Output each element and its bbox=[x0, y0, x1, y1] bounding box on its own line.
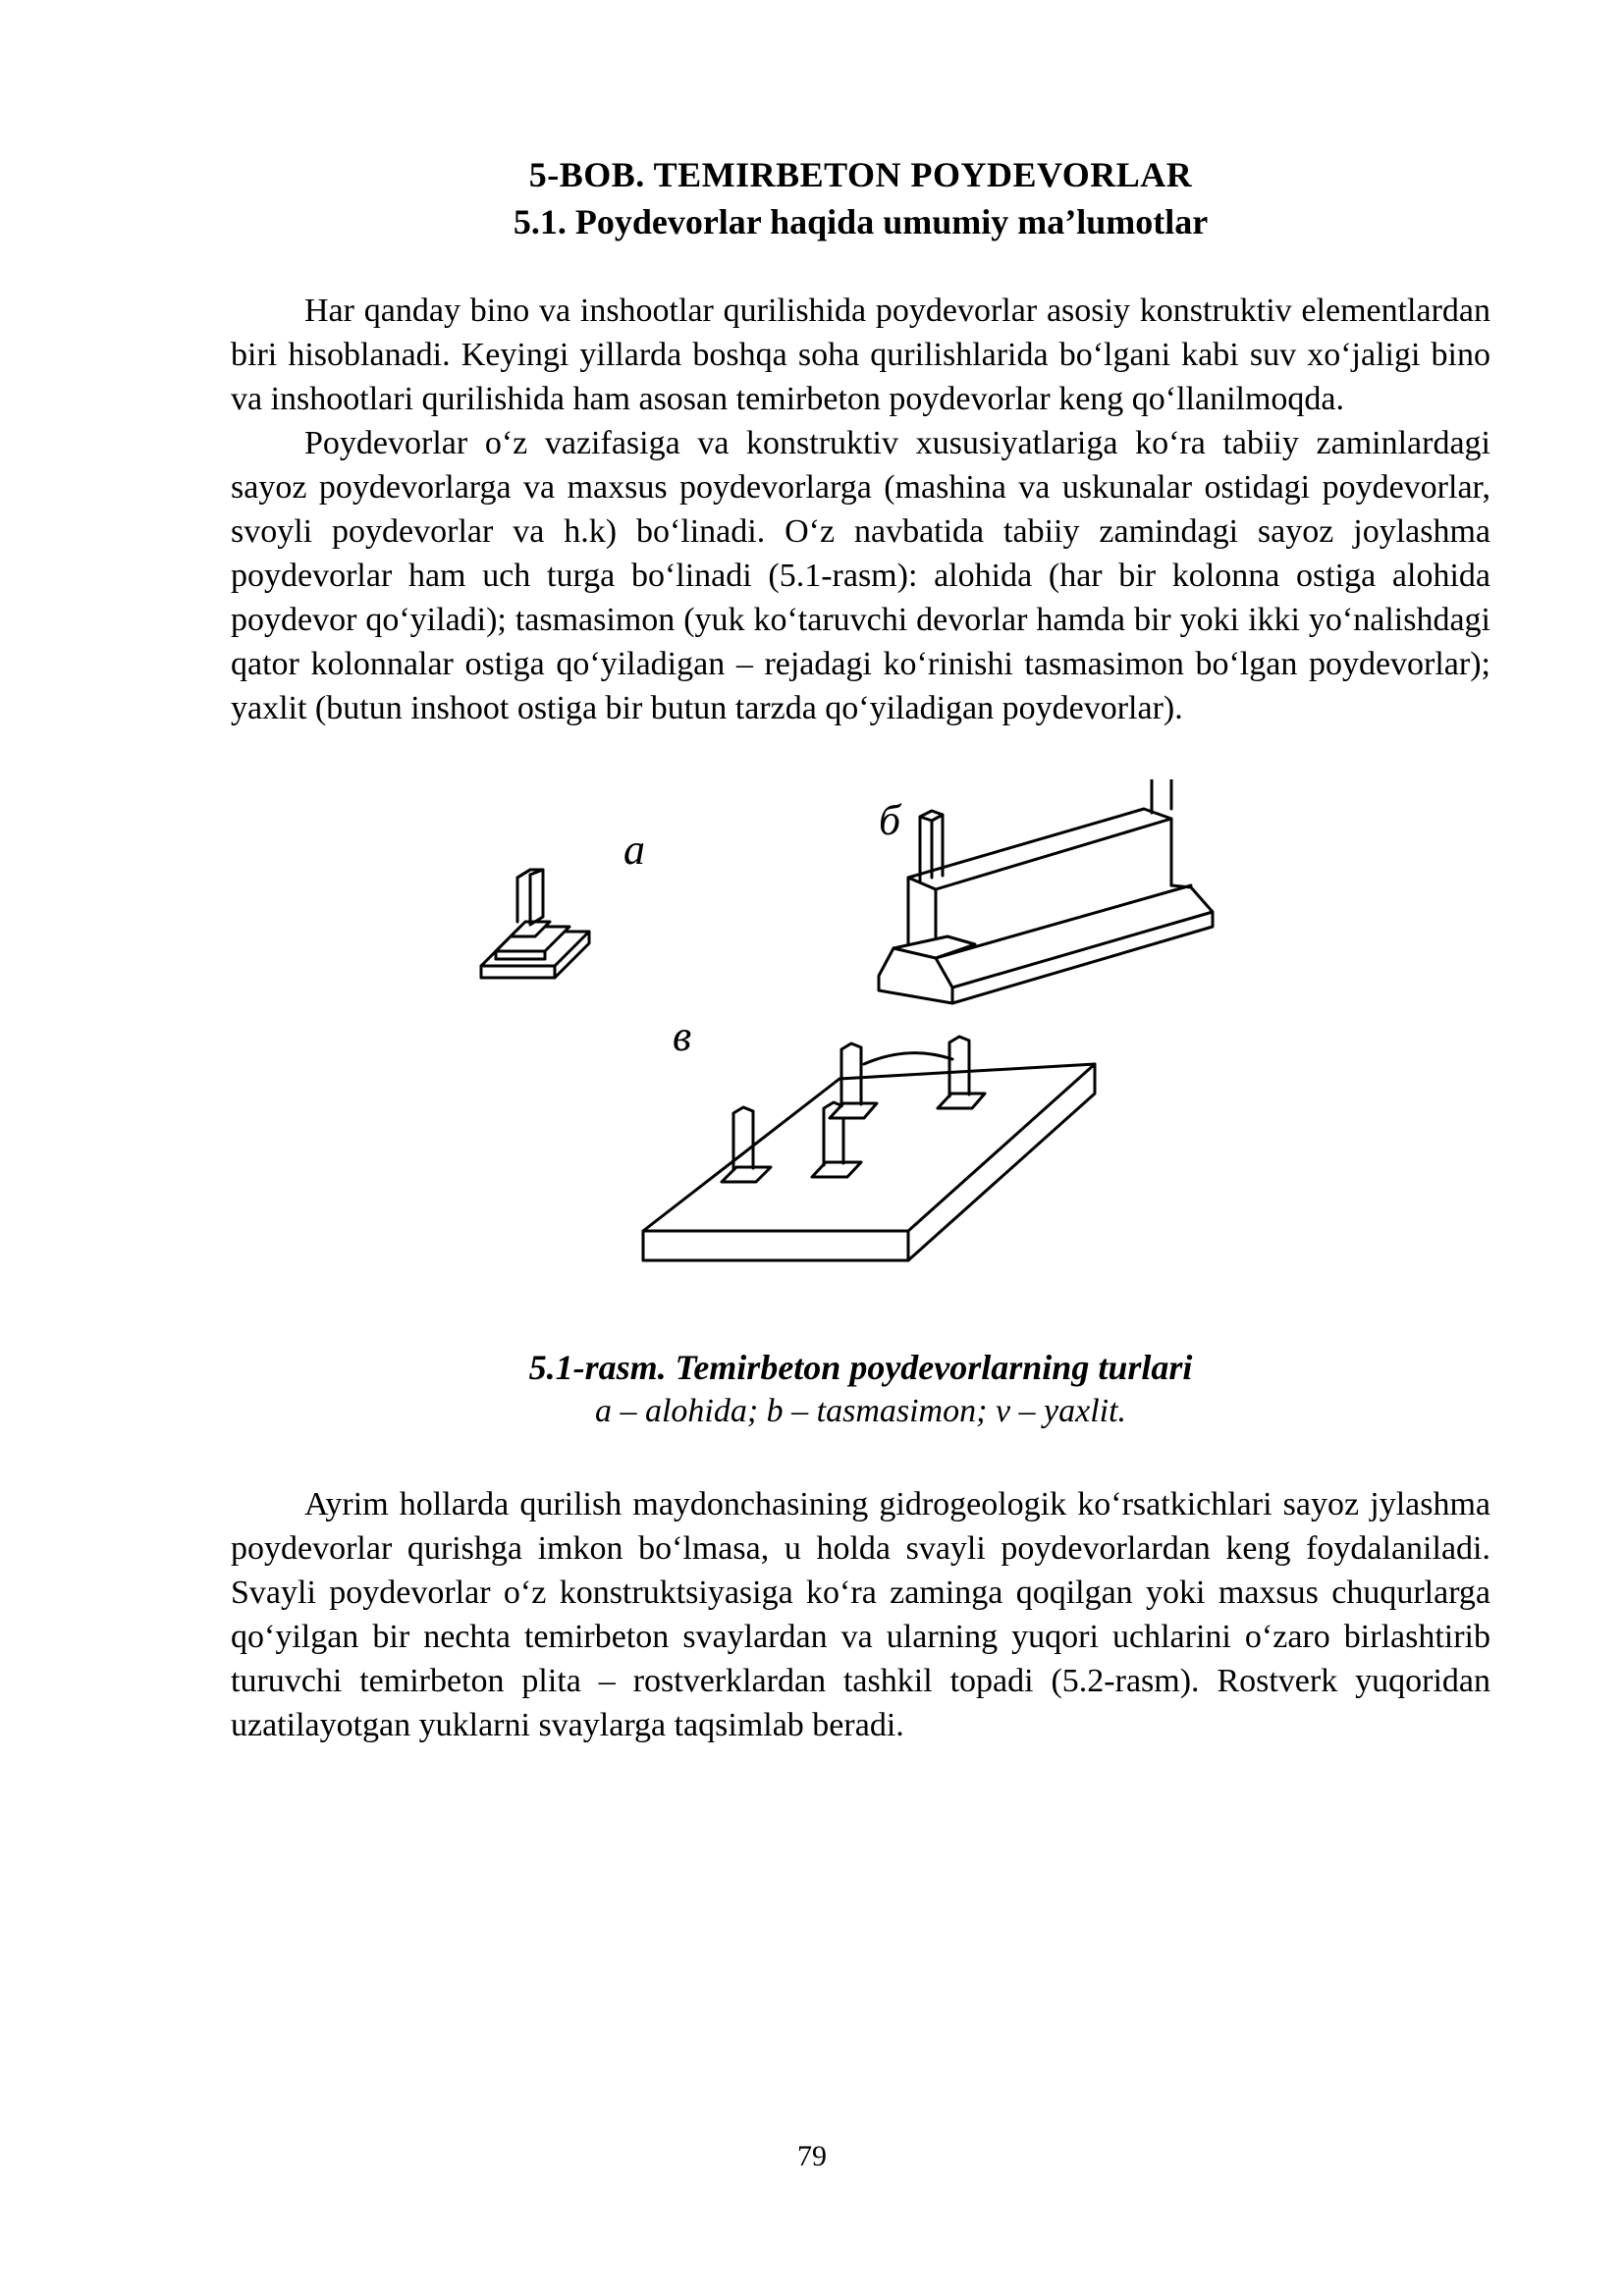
paragraph-2: Poydevorlar o‘z vazifasiga va konstruktiv xususiyatlariga ko‘ra tabiiy zaminlardagi sayoz poydevorlarga va maxsus poydevorlarga (mashina va uskunalar ostidagi poydevorlar, svoyli poydevorlar va h.k) bo‘linadi. O‘z navbatida tabiiy zamindagi sayoz joylashma poydevorlar ham uch turga bo‘linadi (5.1-rasm): alohida (har bir kolonna ostiga alohida poydevor qo‘yiladi); tasmasimon (yuk ko‘taruvchi devorlar hamda bir yoki ikki yo‘nalishdagi qator kolonnalar ostiga qo‘yiladigan – rejadagi ko‘rinishi tasmasimon bo‘lgan poydevorlar); yaxlit (butun inshoot ostiga bir butun tarzda qo‘yiladigan poydevorlar). bbox=[231, 425, 1490, 726]
section-title: 5.1. Poydevorlar haqida umumiy ma’lumotlar bbox=[513, 202, 1209, 241]
page-number: 79 bbox=[797, 2140, 827, 2172]
figure-label-v: в bbox=[673, 1012, 692, 1060]
raft-foundation-drawing bbox=[643, 1037, 1095, 1260]
figure-label-b: б bbox=[879, 796, 901, 844]
caption-title: 5.1-rasm. Temirbeton poydevorlarning turlari bbox=[528, 1348, 1193, 1387]
figure-label-a: а bbox=[623, 826, 645, 874]
figure-caption bbox=[231, 1345, 1490, 1433]
figure-foundation-types bbox=[231, 779, 1490, 1329]
caption-subtitle: a – alohida; b – tasmasimon; v – yaxlit. bbox=[594, 1393, 1127, 1429]
isolated-footing-drawing bbox=[481, 870, 589, 978]
strip-footing-drawing bbox=[879, 779, 1213, 1003]
paragraph-1: Har qanday bino va inshootlar qurilishida poydevorlar asosiy konstruktiv elementlardan biri hisoblanadi. Keyingi yillarda boshqa soha qurilishlarida bo‘lgani kabi suv xo‘jaligi bino va inshootlari qurilishida ham asosan temirbeton poydevorlar keng qo‘llanilmoqda. bbox=[231, 293, 1490, 417]
foundation-drawing bbox=[231, 779, 1490, 1329]
paragraph-3: Ayrim hollarda qurilish maydonchasining gidrogeologik ko‘rsatkichlari sayoz jylashma poydevorlar qurishga imkon bo‘lmasa, u holda svayli poydevorlardan keng foydalaniladi. Svayli poydevorlar o‘z konstruktsiyasiga ko‘ra zaminga qoqilgan yoki maxsus chuqurlarga qo‘yilgan bir nechta temirbeton svaylardan va ularning yuqori uchlarini o‘zaro birlashtirib turuvchi temirbeton plita – rostverklardan tashkil topadi (5.2-rasm). Rostverk yuqoridan uzatilayotgan yuklarni svaylarga taqsimlab beradi. bbox=[231, 1486, 1490, 1743]
page-content bbox=[231, 151, 1490, 1747]
chapter-title: 5-BOB. TEMIRBETON POYDEVORLAR bbox=[528, 155, 1193, 194]
